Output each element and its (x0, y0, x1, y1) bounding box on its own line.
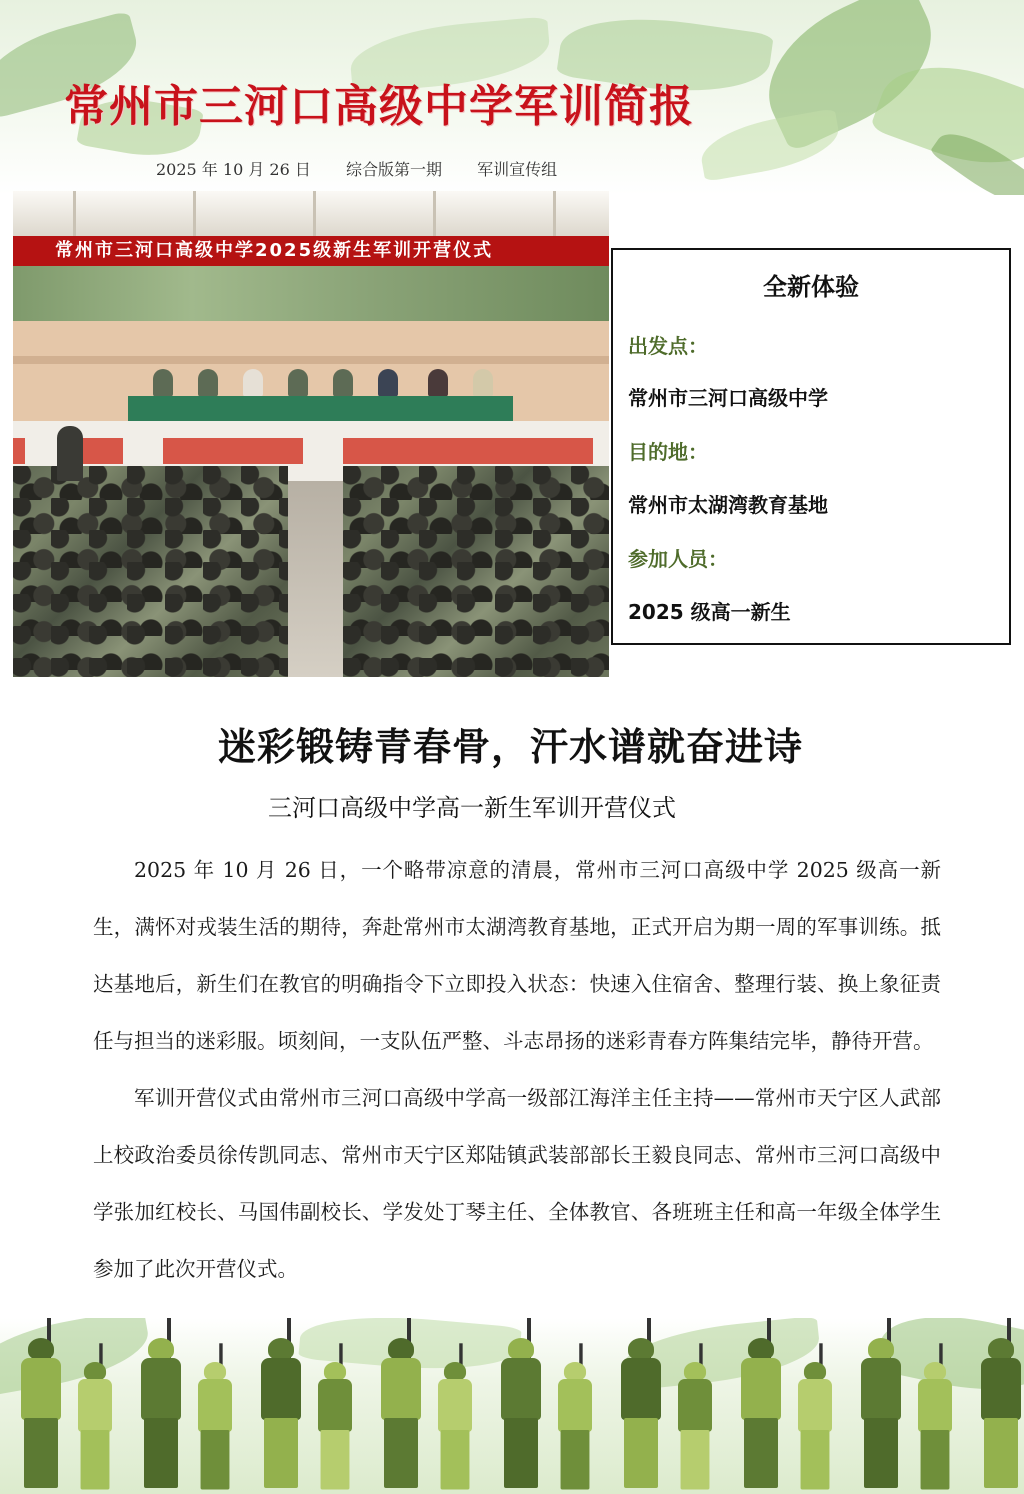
issue-publisher: 军训宣传组 (477, 160, 558, 179)
participants-value: 2025 级高一新生 (628, 600, 791, 624)
soldier-silhouette (554, 1362, 597, 1494)
photo-aisle (288, 481, 343, 677)
newsletter-title: 常州市三河口高级中学军训简报 (64, 81, 694, 132)
photo-trees (13, 266, 609, 321)
photo-students-left (13, 466, 288, 677)
soldier-silhouette (434, 1362, 477, 1494)
article-paragraph: 2025 年 10 月 26 日，一个略带凉意的清晨，常州市三河口高级中学 2025 级高一新生，满怀对戎装生活的期待，奔赴常州市太湖湾教育基地，正式开启为期一周的军事训练。抵达基地后，新生们在教官的明确指令下立即投入状态：快速入住宿舍、整理行装、换上象征责任与担当的迷彩服。顷刻间，一支队伍严整、斗志昂扬的迷彩青春方阵集结完毕，静待开营。 (93, 858, 941, 1053)
article-body (93, 842, 941, 1298)
photo-slogan (13, 438, 25, 464)
photo-slogan (163, 438, 303, 464)
photo-official (288, 369, 308, 397)
photo-official (333, 369, 353, 397)
soldier-silhouette (914, 1362, 957, 1494)
soldier-silhouette (730, 1338, 792, 1494)
ceremony-photo (13, 191, 609, 677)
soldier-silhouette (10, 1338, 72, 1494)
article-headline: 迷彩锻铸青春骨，汗水谱就奋进诗 (218, 725, 804, 769)
article-paragraph: 军训开营仪式由常州市三河口高级中学高一级部江海洋主任主持——常州市天宁区人武部上校政治委员徐传凯同志、常州市天宁区郑陆镇武装部部长王毅良同志、常州市三河口高级中学张加红校长、马国伟副校长、学发处丁琴主任、全体教官、各班班主任和高一年级全体学生参加了此次开营仪式。 (93, 1086, 941, 1281)
soldier-silhouette (370, 1338, 432, 1494)
soldier-silhouette (314, 1362, 357, 1494)
footer-soldiers-illustration (0, 1318, 1024, 1494)
info-box-title: 全新体验 (763, 273, 859, 301)
photo-slogan (343, 438, 593, 464)
soldier-silhouette (130, 1338, 192, 1494)
photo-banner-text: 常州市三河口高级中学2025级新生军训开营仪式 (13, 236, 609, 266)
participants-label: 参加人员： (628, 547, 728, 571)
header-banner (0, 0, 1024, 195)
photo-official (243, 369, 263, 397)
photo-photographer (57, 426, 83, 481)
soldier-silhouette (674, 1362, 717, 1494)
photo-official (198, 369, 218, 397)
destination-label: 目的地： (628, 440, 708, 464)
photo-official (428, 369, 448, 397)
photo-roof (13, 191, 609, 236)
soldier-silhouette (610, 1338, 672, 1494)
soldier-silhouette (194, 1362, 237, 1494)
photo-official (378, 369, 398, 397)
photo-students-right (343, 466, 609, 677)
soldier-silhouette (850, 1338, 912, 1494)
soldier-silhouette (74, 1362, 117, 1494)
soldier-silhouette (250, 1338, 312, 1494)
photo-slogan (83, 438, 123, 464)
issue-date: 2025 年 10 月 26 日 (156, 160, 311, 179)
issue-edition: 综合版第一期 (345, 160, 442, 179)
photo-official (153, 369, 173, 397)
destination-value: 常州市太湖湾教育基地 (628, 493, 828, 517)
soldier-silhouette (970, 1338, 1024, 1494)
leaf-decoration (697, 108, 844, 182)
photo-wall-stripe (13, 356, 609, 364)
photo-official (473, 369, 493, 397)
article-subheadline: 三河口高级中学高一新生军训开营仪式 (268, 794, 676, 822)
departure-label: 出发点： (628, 334, 708, 358)
soldier-silhouette (794, 1362, 837, 1494)
departure-value: 常州市三河口高级中学 (628, 386, 828, 410)
issue-meta (156, 157, 587, 180)
info-box (611, 248, 1011, 645)
soldier-silhouette (490, 1338, 552, 1494)
